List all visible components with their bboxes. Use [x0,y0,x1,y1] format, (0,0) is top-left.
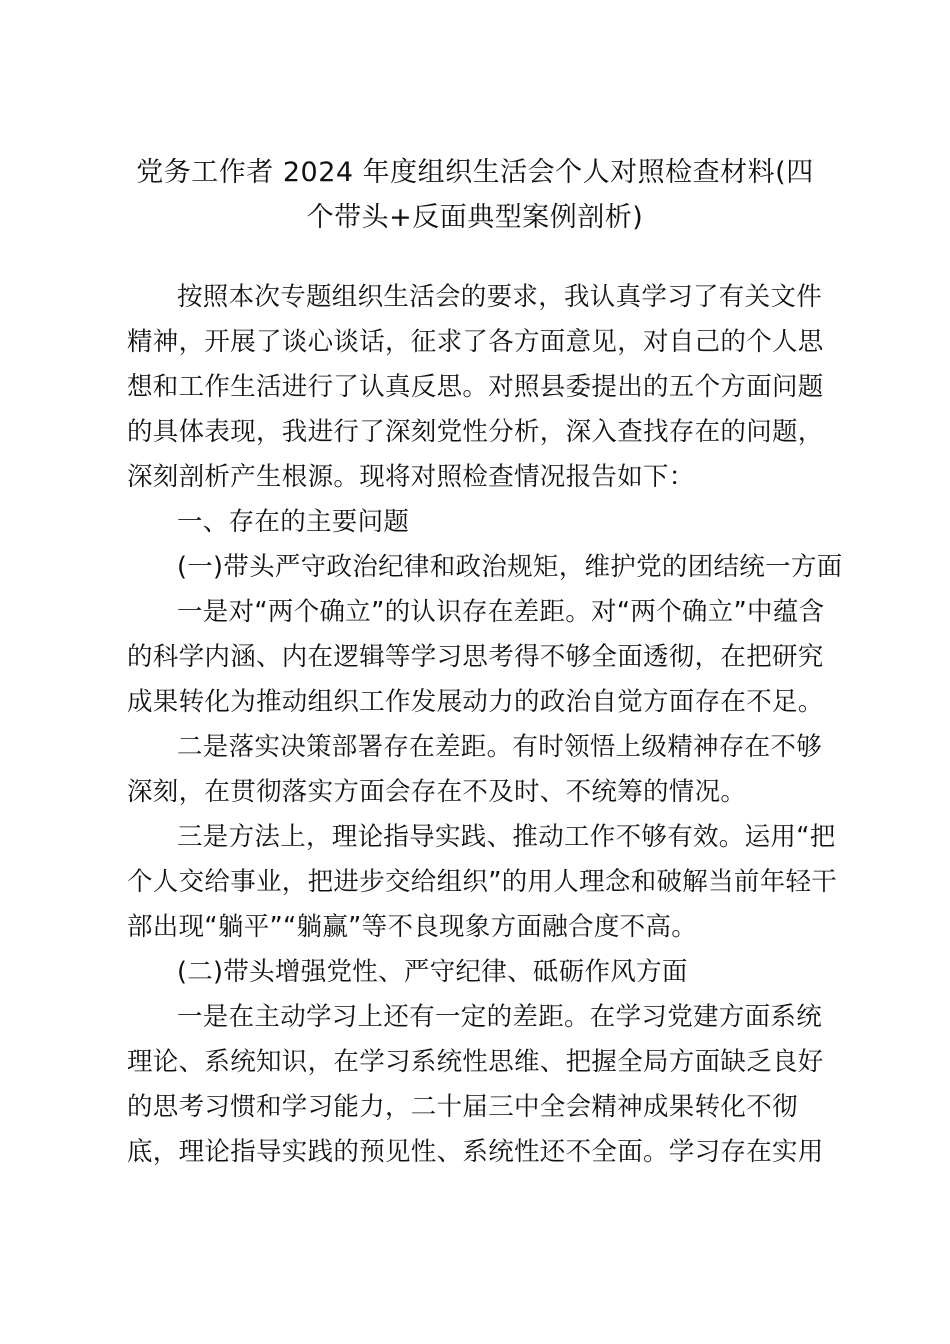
document-title-line-2: 个带头+反面典型案例剖析) [306,202,644,233]
paragraph-line: 精神，开展了谈心谈话，征求了各方面意见，对自己的个人思 [127,327,824,357]
section-heading: 一、存在的主要问题 [177,507,410,537]
paragraph-line: 想和工作生活进行了认真反思。对照县委提出的五个方面问题 [127,372,824,402]
paragraph-line: 理论、系统知识，在学习系统性思维、把握全局方面缺乏良好 [127,1047,824,1077]
paragraph-line: 部出现“躺平”“躺赢”等不良现象方面融合度不高。 [127,912,698,942]
paragraph-line: 的科学内涵、内在逻辑等学习思考得不够全面透彻，在把研究 [127,642,824,672]
paragraph-line: 一是对“两个确立”的认识存在差距。对“两个确立”中蕴含 [177,597,825,627]
document-title-line-1: 党务工作者 2024 年度组织生活会个人对照检查材料(四 [136,157,814,188]
paragraph-line: 成果转化为推动组织工作发展动力的政治自觉方面存在不足。 [127,687,824,717]
paragraph-line: 一是在主动学习上还有一定的差距。在学习党建方面系统 [177,1002,823,1032]
paragraph-line: 按照本次专题组织生活会的要求，我认真学习了有关文件 [177,282,823,312]
paragraph-line: 的具体表现，我进行了深刻党性分析，深入查找存在的问题， [127,417,824,447]
paragraph-line: 三是方法上，理论指导实践、推动工作不够有效。运用“把 [177,822,836,852]
subsection-heading: (一)带头严守政治纪律和政治规矩，维护党的团结统一方面 [177,552,843,582]
paragraph-line: 个人交给事业，把进步交给组织”的用人理念和破解当前年轻干 [127,867,838,897]
paragraph-line: 的思考习惯和学习能力，二十届三中全会精神成果转化不彻 [127,1092,798,1122]
subsection-heading: (二)带头增强党性、严守纪律、砥砺作风方面 [177,957,688,987]
paragraph-line: 底，理论指导实践的预见性、系统性还不全面。学习存在实用 [127,1137,824,1167]
paragraph-line: 二是落实决策部署存在差距。有时领悟上级精神存在不够 [177,732,823,762]
paragraph-line: 深刻，在贯彻落实方面会存在不及时、不统筹的情况。 [127,777,747,807]
paragraph-line: 深刻剖析产生根源。现将对照检查情况报告如下： [127,462,695,492]
